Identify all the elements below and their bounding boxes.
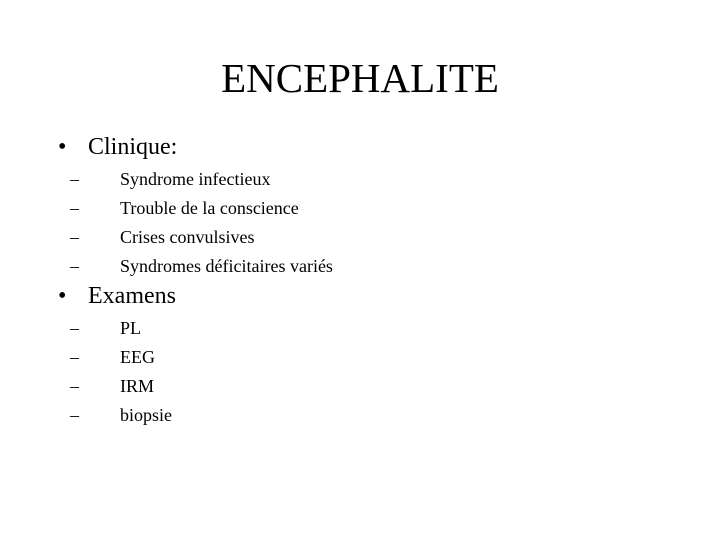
list-item-text: Trouble de la conscience — [120, 198, 299, 218]
dash-icon: – — [70, 347, 79, 367]
list-item-text: PL — [120, 318, 142, 338]
dash-icon: – — [70, 198, 79, 218]
list-item — [70, 194, 333, 223]
list-item-text: Syndrome infectieux — [120, 169, 271, 189]
slide-title: ENCEPHALITE — [221, 55, 499, 101]
section-header-examens — [58, 281, 176, 311]
list-item — [70, 252, 333, 281]
sub-list-examens — [58, 314, 176, 430]
dash-icon: – — [70, 318, 79, 338]
list-item-text: Crises convulsives — [120, 227, 255, 247]
dash-icon: – — [70, 256, 79, 276]
section-label: Clinique: — [88, 134, 178, 160]
list-item — [70, 401, 176, 430]
dash-icon: – — [70, 405, 79, 425]
section-clinique — [58, 132, 333, 281]
bullet-icon: • — [58, 283, 67, 309]
bullet-icon: • — [58, 134, 67, 160]
sub-list-clinique — [58, 165, 333, 281]
list-item — [70, 223, 333, 252]
list-item-text: Syndromes déficitaires variés — [120, 256, 333, 276]
list-item — [70, 372, 176, 401]
list-item — [70, 314, 176, 343]
dash-icon: – — [70, 376, 79, 396]
dash-icon: – — [70, 227, 79, 247]
list-item-text: biopsie — [120, 405, 172, 425]
list-item-text: IRM — [120, 376, 155, 396]
section-examens — [58, 281, 176, 430]
dash-icon: – — [70, 169, 79, 189]
section-header-clinique — [58, 132, 333, 162]
list-item-text: EEG — [120, 347, 155, 367]
list-item — [70, 165, 333, 194]
list-item — [70, 343, 176, 372]
section-label: Examens — [88, 283, 176, 309]
